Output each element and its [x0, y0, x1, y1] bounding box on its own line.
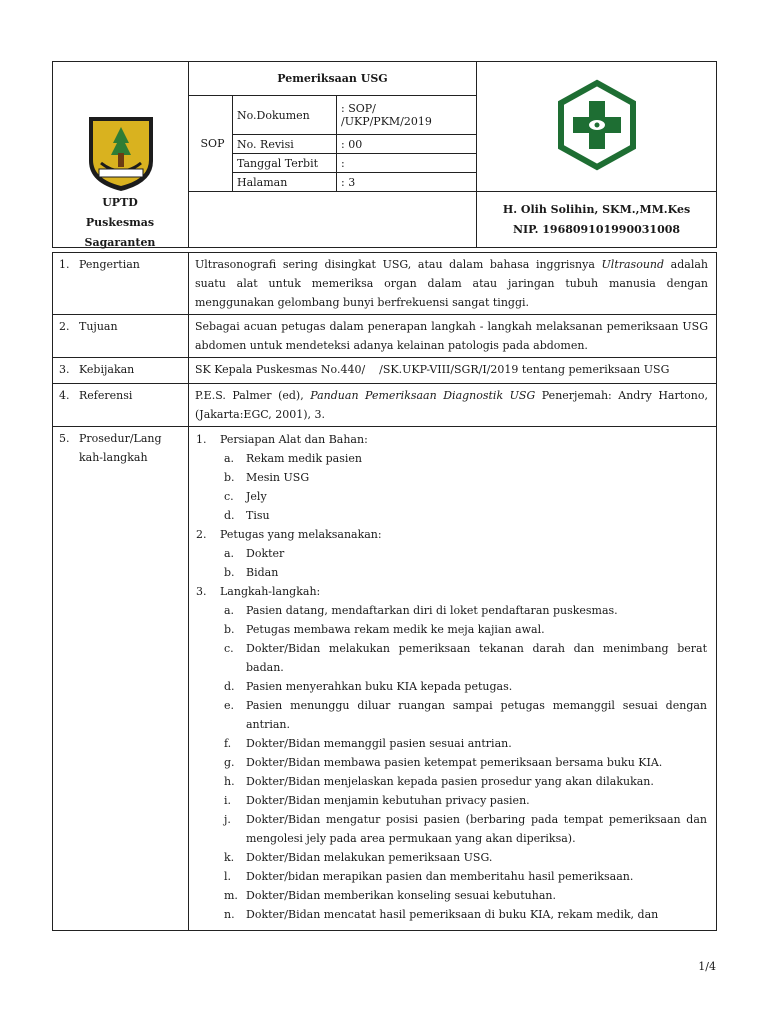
item-text: Tisu	[246, 509, 270, 522]
item-letter: c.	[224, 642, 234, 655]
section-referensi	[53, 384, 717, 427]
section-text	[189, 253, 717, 315]
field-value-tanggal-terbit: :	[337, 154, 477, 173]
list-item	[220, 639, 707, 677]
org-name	[52, 193, 188, 253]
item-text: Dokter/Bidan mencatat hasil pemeriksaan di buku KIA, rekam medik, dan	[246, 908, 659, 921]
item-text: Dokter	[246, 547, 285, 560]
item-letter: b.	[224, 471, 235, 484]
item-letter: d.	[224, 680, 235, 693]
text-segment: Ultrasonografi sering disingkat USG, atau dalam bahasa inggrisnya	[195, 258, 602, 271]
procedure-group	[196, 525, 707, 582]
procedure-list	[190, 428, 715, 924]
field-label-halaman: Halaman	[233, 173, 337, 192]
label-line: kah-langkah	[79, 451, 148, 464]
group-number: 1.	[196, 433, 207, 446]
procedure-group	[196, 582, 707, 924]
item-text: Dokter/Bidan menjelaskan kepada pasien prosedur yang akan dilakukan.	[246, 775, 654, 788]
text-italic: Panduan Pemeriksaan Diagnostik USG	[310, 389, 536, 402]
sop-body-table	[52, 252, 717, 931]
org-line3: Sagaranten	[84, 236, 156, 249]
item-letter: k.	[224, 851, 235, 864]
item-letter: i.	[224, 794, 232, 807]
item-letter: a.	[224, 604, 235, 617]
item-text: Dokter/Bidan menjamin kebutuhan privacy pasien.	[246, 794, 530, 807]
item-letter: h.	[224, 775, 235, 788]
item-text: Pasien menunggu diluar ruangan sampai petugas memanggil sesuai dengan antrian.	[246, 699, 707, 731]
item-letter: n.	[224, 908, 235, 921]
section-num: 3.	[59, 363, 70, 376]
list-item	[220, 848, 707, 867]
group-title: Langkah-langkah:	[220, 585, 321, 598]
section-pengertian	[53, 253, 717, 315]
field-value-halaman: : 3	[337, 173, 477, 192]
list-item	[220, 620, 707, 639]
sub-list	[220, 544, 707, 582]
item-text: Dokter/Bidan melakukan pemeriksaan USG.	[246, 851, 493, 864]
group-body	[220, 525, 707, 582]
text-segment: P.E.S. Palmer (ed),	[195, 389, 311, 402]
item-letter: j.	[224, 813, 231, 826]
list-item	[220, 563, 707, 582]
list-item	[220, 886, 707, 905]
field-value-no-dokumen-line1: : SOP/	[341, 102, 376, 115]
text-segment: adalah suatu alat untuk memeriksa organ dalam atau jaringan tubuh manusia dengan menggunakan gelombang bunyi berfrekuensi sangat tinggi.	[195, 258, 708, 309]
list-item	[220, 753, 707, 772]
text-segment: Penerjemah: Andry Hartono, (Jakarta:EGC, 2001), 3.	[195, 389, 708, 421]
list-item	[220, 544, 707, 563]
group-number: 2.	[196, 528, 207, 541]
field-value-no-dokumen-line2: /UKP/PKM/2019	[341, 115, 432, 128]
page-number: 1/4	[698, 960, 716, 973]
item-letter: m.	[224, 889, 238, 902]
signature-block	[477, 192, 717, 248]
section-num: 4.	[59, 389, 70, 402]
org-line1: UPTD	[102, 196, 138, 209]
signer-name: H. Olih Solihin, SKM.,MM.Kes	[502, 202, 691, 216]
sop-label: SOP	[189, 96, 233, 192]
list-item	[220, 905, 707, 924]
item-text: Dokter/bidan merapikan pasien dan memberitahu hasil pemeriksaan.	[246, 870, 634, 883]
section-text: SK Kepala Puskesmas No.440/ /SK.UKP-VIII/SGR/I/2019 tentang pemeriksaan USG	[189, 358, 717, 384]
item-text: Petugas membawa rekam medik ke meja kajian awal.	[246, 623, 545, 636]
item-letter: e.	[224, 699, 235, 712]
signer-nip: NIP. 196809101990031008	[512, 222, 681, 236]
item-text: Jely	[246, 490, 267, 503]
item-text: Dokter/Bidan mengatur posisi pasien (berbaring pada tempat pemeriksaan dan mengolesi jely pada area permukaan yang akan diperiksa).	[246, 813, 707, 845]
item-text: Pasien menyerahkan buku KIA kepada petugas.	[246, 680, 513, 693]
sub-list	[220, 449, 707, 525]
field-label-tanggal-terbit: Tanggal Terbit	[233, 154, 337, 173]
label-line: Prosedur/Lang	[79, 432, 162, 445]
field-label-no-dokumen: No.Dokumen	[233, 96, 337, 135]
list-item	[220, 487, 707, 506]
section-label: Pengertian	[79, 258, 140, 271]
field-value-no-dokumen	[337, 96, 477, 135]
item-text: Rekam medik pasien	[246, 452, 362, 465]
blank-cell	[189, 192, 477, 248]
item-text: Dokter/Bidan melakukan pemeriksaan tekanan darah dan menimbang berat badan.	[246, 642, 707, 674]
list-item	[220, 810, 707, 848]
list-item	[220, 677, 707, 696]
section-tujuan	[53, 315, 717, 358]
list-item	[220, 506, 707, 525]
list-item	[220, 734, 707, 753]
item-text: Mesin USG	[246, 471, 310, 484]
item-text: Dokter/Bidan memanggil pasien sesuai antrian.	[246, 737, 512, 750]
field-label-no-revisi: No. Revisi	[233, 135, 337, 154]
item-text: Pasien datang, mendaftarkan diri di loket pendaftaran puskesmas.	[246, 604, 618, 617]
list-item	[220, 791, 707, 810]
item-text: Dokter/Bidan membawa pasien ketempat pemeriksaan bersama buku KIA.	[246, 756, 663, 769]
puskesmas-logo-cell	[477, 62, 717, 192]
section-num: 5.	[59, 432, 70, 445]
procedure-group	[196, 430, 707, 525]
list-item	[220, 867, 707, 886]
document-title: Pemeriksaan USG	[189, 62, 477, 96]
section-text: Sebagai acuan petugas dalam penerapan langkah - langkah melaksanan pemeriksaan USG abdomen untuk mendeteksi adanya kelainan patologis pada abdomen.	[189, 315, 717, 358]
item-letter: a.	[224, 547, 235, 560]
org-line2: Puskesmas	[85, 216, 155, 229]
group-body	[220, 582, 707, 924]
item-letter: g.	[224, 756, 235, 769]
group-number: 3.	[196, 585, 207, 598]
text-italic: Ultrasound	[601, 258, 665, 271]
item-letter: d.	[224, 509, 235, 522]
item-text: Dokter/Bidan memberikan konseling sesuai kebutuhan.	[246, 889, 556, 902]
group-title: Petugas yang melaksanakan:	[220, 528, 382, 541]
item-letter: l.	[224, 870, 232, 883]
group-body	[220, 430, 707, 525]
item-letter: b.	[224, 623, 235, 636]
section-label: Referensi	[79, 389, 133, 402]
list-item	[220, 696, 707, 734]
section-label	[79, 429, 179, 467]
regency-emblem-icon	[85, 113, 157, 193]
item-letter: a.	[224, 452, 235, 465]
item-letter: b.	[224, 566, 235, 579]
field-value-no-revisi: : 00	[337, 135, 477, 154]
section-text	[189, 384, 717, 427]
list-item	[220, 449, 707, 468]
list-item	[220, 772, 707, 791]
item-letter: f.	[224, 737, 232, 750]
section-num: 1.	[59, 258, 70, 271]
section-kebijakan	[53, 358, 717, 384]
procedure-content	[189, 427, 717, 931]
item-text: Bidan	[246, 566, 279, 579]
sub-list	[220, 601, 707, 924]
section-num: 2.	[59, 320, 70, 333]
section-label: Kebijakan	[79, 363, 135, 376]
list-item	[220, 468, 707, 487]
item-letter: c.	[224, 490, 234, 503]
group-title: Persiapan Alat dan Bahan:	[220, 433, 368, 446]
section-label: Tujuan	[79, 320, 118, 333]
section-prosedur	[53, 427, 717, 931]
puskesmas-logo-icon	[551, 79, 643, 171]
list-item	[220, 601, 707, 620]
